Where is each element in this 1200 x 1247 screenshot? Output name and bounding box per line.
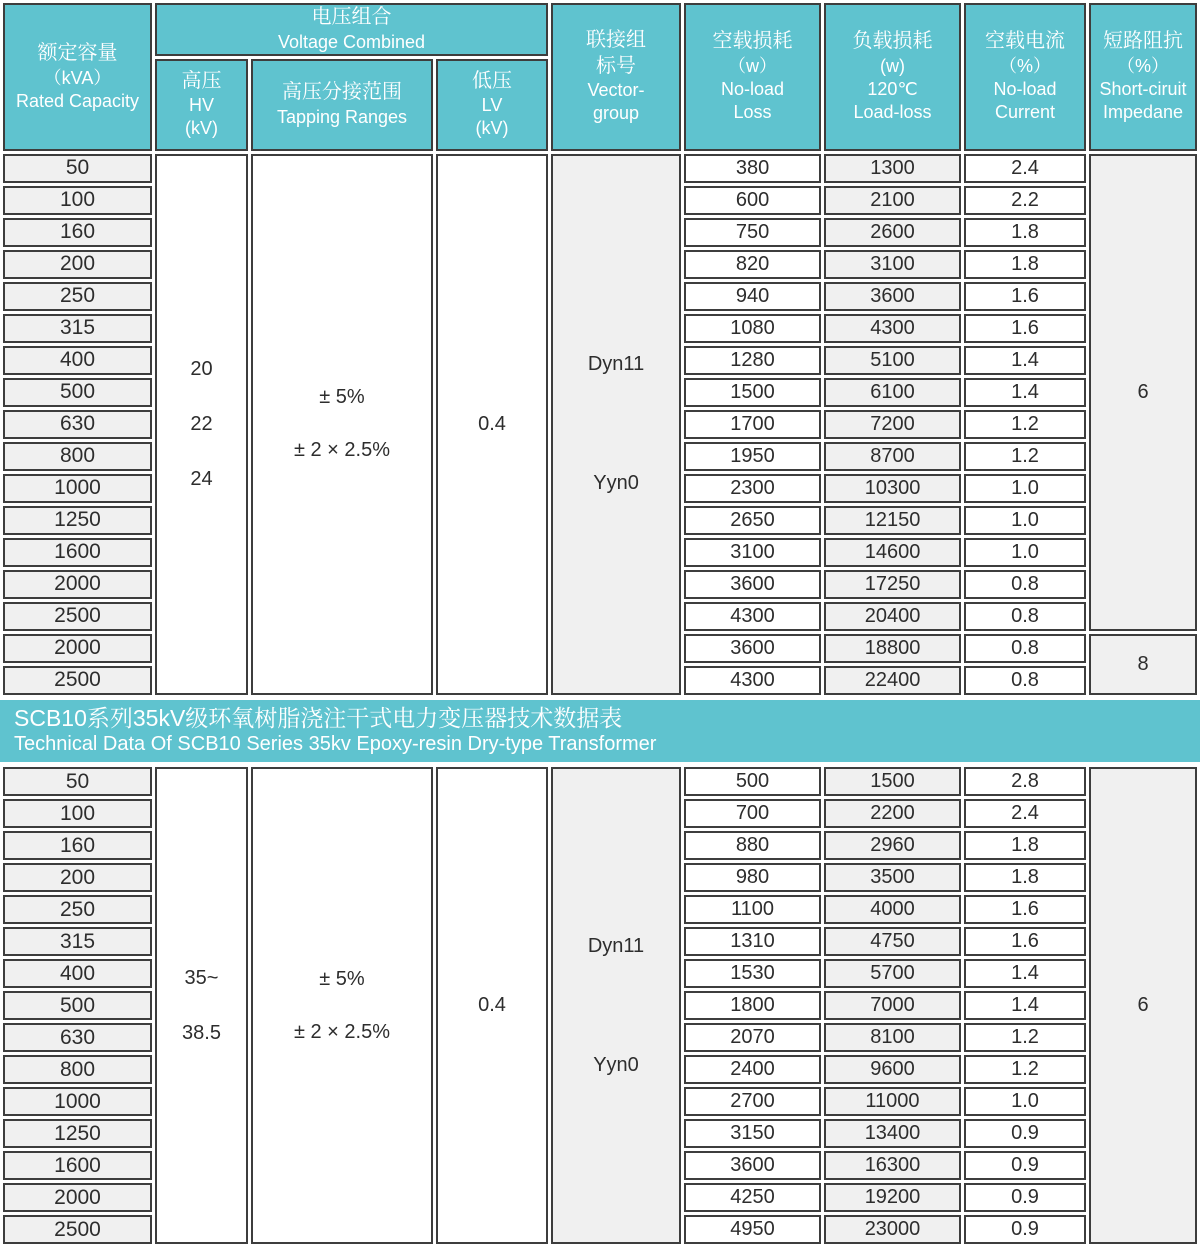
no-load-current-cell: 1.2 <box>964 410 1086 439</box>
load-loss-cell: 17250 <box>824 570 961 599</box>
table-scb10-20kv-body <box>3 154 1197 695</box>
no-load-current-cell: 1.6 <box>964 314 1086 343</box>
impedance-cell: 6 <box>1089 767 1197 1244</box>
col-header-load-loss: 负载损耗 (w) 120℃ Load-loss <box>824 3 961 151</box>
load-loss-cell: 3100 <box>824 250 961 279</box>
load-loss-cell: 6100 <box>824 378 961 407</box>
capacity-cell: 2000 <box>3 634 152 663</box>
impedance-cell: 8 <box>1089 634 1197 695</box>
rated-capacity-unit: （kVA） <box>43 67 112 88</box>
tapping-range-cell-stack <box>253 386 431 462</box>
capacity-cell: 2000 <box>3 1183 152 1212</box>
capacity-cell: 1250 <box>3 1119 152 1148</box>
no-load-loss-cell: 1100 <box>684 895 821 924</box>
no-load-current-cell: 1.6 <box>964 927 1086 956</box>
no-load-loss-cell: 3100 <box>684 538 821 567</box>
no-load-current-cell: 0.9 <box>964 1151 1086 1180</box>
no-load-loss-cell: 4300 <box>684 602 821 631</box>
load-loss-cell: 8100 <box>824 1023 961 1052</box>
col-header-lv: 低压 LV (kV) <box>436 59 548 151</box>
voltage-combined-zh: 电压组合 <box>311 6 392 28</box>
load-loss-cell: 11000 <box>824 1087 961 1116</box>
load-loss-cell: 23000 <box>824 1215 961 1244</box>
load-loss-cell: 4000 <box>824 895 961 924</box>
no-load-current-cell: 1.2 <box>964 1023 1086 1052</box>
no-load-current-cell: 1.0 <box>964 474 1086 503</box>
no-load-loss-cell: 3150 <box>684 1119 821 1148</box>
capacity-cell: 1000 <box>3 1087 152 1116</box>
hv-cell-value: 22 <box>190 412 213 435</box>
hv-cell-stack <box>157 967 246 1045</box>
capacity-cell: 315 <box>3 314 152 343</box>
lv-cell: 0.4 <box>436 154 548 695</box>
table-header <box>3 3 1197 151</box>
no-load-current-cell: 2.4 <box>964 154 1086 183</box>
col-header-short-circuit-impedance: 短路阻抗 （%） Short-ciruit Impedane <box>1089 3 1197 151</box>
load-loss-cell: 20400 <box>824 602 961 631</box>
col-header-tapping-range: 高压分接范围 Tapping Ranges <box>251 59 433 151</box>
no-load-loss-cell: 940 <box>684 282 821 311</box>
load-loss-cell: 7200 <box>824 410 961 439</box>
capacity-cell: 400 <box>3 346 152 375</box>
tapping-range-cell <box>251 154 433 695</box>
no-load-loss-cell: 1700 <box>684 410 821 439</box>
tapping-range-cell <box>251 767 433 1244</box>
no-load-loss-cell: 1950 <box>684 442 821 471</box>
capacity-cell: 200 <box>3 863 152 892</box>
hv-cell-value: 38.5 <box>182 1021 221 1044</box>
no-load-current-cell: 1.8 <box>964 218 1086 247</box>
no-load-loss-cell: 2300 <box>684 474 821 503</box>
col-header-vector-group: 联接组 标号 Vector- group <box>551 3 681 151</box>
load-loss-cell: 2960 <box>824 831 961 860</box>
no-load-loss-cell: 2650 <box>684 506 821 535</box>
load-loss-cell: 1500 <box>824 767 961 796</box>
no-load-current-cell: 1.4 <box>964 346 1086 375</box>
capacity-cell: 100 <box>3 799 152 828</box>
tapping-range-cell-stack <box>253 968 431 1044</box>
no-load-current-cell: 0.8 <box>964 666 1086 695</box>
no-load-loss-cell: 1280 <box>684 346 821 375</box>
no-load-loss-cell: 3600 <box>684 634 821 663</box>
rated-capacity-en: Rated Capacity <box>15 90 140 111</box>
vector-group-cell-value: Dyn11 <box>587 353 645 376</box>
no-load-loss-cell: 1080 <box>684 314 821 343</box>
capacity-cell: 315 <box>3 927 152 956</box>
no-load-loss-cell: 4300 <box>684 666 821 695</box>
capacity-cell: 1250 <box>3 506 152 535</box>
no-load-current-cell: 1.4 <box>964 378 1086 407</box>
no-load-loss-cell: 2070 <box>684 1023 821 1052</box>
load-loss-cell: 19200 <box>824 1183 961 1212</box>
load-loss-cell: 4750 <box>824 927 961 956</box>
capacity-cell: 50 <box>3 767 152 796</box>
tapping-range-cell-value: ± 2 × 2.5% <box>293 1020 391 1043</box>
no-load-loss-cell: 3600 <box>684 1151 821 1180</box>
no-load-current-cell: 1.0 <box>964 1087 1086 1116</box>
tapping-range-cell-value: ± 5% <box>319 386 365 409</box>
tapping-range-cell-value: ± 2 × 2.5% <box>293 439 391 462</box>
capacity-cell: 500 <box>3 378 152 407</box>
no-load-loss-cell: 700 <box>684 799 821 828</box>
no-load-loss-cell: 820 <box>684 250 821 279</box>
vector-group-cell-stack <box>553 935 679 1077</box>
load-loss-cell: 14600 <box>824 538 961 567</box>
no-load-current-cell: 1.8 <box>964 831 1086 860</box>
load-loss-cell: 5700 <box>824 959 961 988</box>
vector-group-cell-stack <box>553 353 679 495</box>
lv-cell: 0.4 <box>436 767 548 1244</box>
capacity-cell: 800 <box>3 1055 152 1084</box>
no-load-loss-cell: 2400 <box>684 1055 821 1084</box>
load-loss-cell: 22400 <box>824 666 961 695</box>
capacity-cell: 1600 <box>3 538 152 567</box>
hv-cell <box>155 154 248 695</box>
tapping-range-cell-value: ± 5% <box>319 967 365 990</box>
no-load-current-cell: 1.2 <box>964 442 1086 471</box>
no-load-current-cell: 1.8 <box>964 250 1086 279</box>
load-loss-cell: 2600 <box>824 218 961 247</box>
no-load-loss-cell: 1310 <box>684 927 821 956</box>
col-header-hv: 高压 HV (kV) <box>155 59 248 151</box>
rated-capacity-zh: 额定容量 <box>37 41 118 64</box>
capacity-cell: 630 <box>3 410 152 439</box>
vector-group-cell <box>551 154 681 695</box>
no-load-current-cell: 0.9 <box>964 1215 1086 1244</box>
capacity-cell: 250 <box>3 282 152 311</box>
no-load-current-cell: 1.0 <box>964 538 1086 567</box>
load-loss-cell: 2200 <box>824 799 961 828</box>
table-scb10-35kv-body <box>3 767 1197 1244</box>
col-header-no-load-loss: 空载损耗 （w） No-load Loss <box>684 3 821 151</box>
capacity-cell: 50 <box>3 154 152 183</box>
load-loss-cell: 8700 <box>824 442 961 471</box>
vector-group-cell <box>551 767 681 1244</box>
col-header-rated-capacity <box>3 3 152 151</box>
load-loss-cell: 9600 <box>824 1055 961 1084</box>
vector-group-cell-value: Dyn11 <box>587 934 645 957</box>
voltage-combined-en: Voltage Combined <box>277 31 426 52</box>
no-load-loss-cell: 1530 <box>684 959 821 988</box>
no-load-current-cell: 2.4 <box>964 799 1086 828</box>
no-load-current-cell: 1.0 <box>964 506 1086 535</box>
col-header-no-load-current: 空载电流 （%） No-load Current <box>964 3 1086 151</box>
capacity-cell: 160 <box>3 218 152 247</box>
no-load-current-cell: 2.2 <box>964 186 1086 215</box>
load-loss-cell: 2100 <box>824 186 961 215</box>
no-load-current-cell: 2.8 <box>964 767 1086 796</box>
no-load-current-cell: 0.8 <box>964 570 1086 599</box>
no-load-loss-cell: 1500 <box>684 378 821 407</box>
no-load-loss-cell: 500 <box>684 767 821 796</box>
no-load-loss-cell: 600 <box>684 186 821 215</box>
hv-cell <box>155 767 248 1244</box>
capacity-cell: 160 <box>3 831 152 860</box>
load-loss-cell: 10300 <box>824 474 961 503</box>
no-load-loss-cell: 4950 <box>684 1215 821 1244</box>
hv-cell-value: 35~ <box>184 966 219 989</box>
capacity-cell: 500 <box>3 991 152 1020</box>
capacity-cell: 2500 <box>3 1215 152 1244</box>
no-load-loss-cell: 880 <box>684 831 821 860</box>
load-loss-cell: 5100 <box>824 346 961 375</box>
table-row <box>3 154 1197 183</box>
table-row <box>3 767 1197 796</box>
load-loss-cell: 18800 <box>824 634 961 663</box>
capacity-cell: 2500 <box>3 666 152 695</box>
banner-title-zh: SCB10系列35kV级环氧树脂浇注干式电力变压器技术数据表 <box>14 704 623 731</box>
no-load-current-cell: 1.2 <box>964 1055 1086 1084</box>
load-loss-cell: 3500 <box>824 863 961 892</box>
capacity-cell: 1600 <box>3 1151 152 1180</box>
no-load-current-cell: 0.9 <box>964 1183 1086 1212</box>
load-loss-cell: 1300 <box>824 154 961 183</box>
no-load-loss-cell: 1800 <box>684 991 821 1020</box>
load-loss-cell: 7000 <box>824 991 961 1020</box>
no-load-loss-cell: 980 <box>684 863 821 892</box>
load-loss-cell: 3600 <box>824 282 961 311</box>
impedance-cell: 6 <box>1089 154 1197 631</box>
load-loss-cell: 16300 <box>824 1151 961 1180</box>
hv-cell-stack <box>157 358 246 491</box>
capacity-cell: 100 <box>3 186 152 215</box>
no-load-current-cell: 0.8 <box>964 602 1086 631</box>
capacity-cell: 800 <box>3 442 152 471</box>
capacity-cell: 1000 <box>3 474 152 503</box>
hv-cell-value: 20 <box>190 357 213 380</box>
no-load-loss-cell: 3600 <box>684 570 821 599</box>
no-load-current-cell: 1.6 <box>964 282 1086 311</box>
col-header-voltage-combined <box>155 3 548 56</box>
vector-group-cell-value: Yyn0 <box>593 472 639 495</box>
no-load-current-cell: 0.9 <box>964 1119 1086 1148</box>
no-load-current-cell: 1.8 <box>964 863 1086 892</box>
capacity-cell: 400 <box>3 959 152 988</box>
no-load-loss-cell: 380 <box>684 154 821 183</box>
hv-cell-value: 24 <box>190 467 213 490</box>
no-load-current-cell: 0.8 <box>964 634 1086 663</box>
header-row-top <box>3 3 1197 56</box>
table-scb10-35kv <box>0 764 1200 1247</box>
no-load-current-cell: 1.6 <box>964 895 1086 924</box>
no-load-loss-cell: 750 <box>684 218 821 247</box>
capacity-cell: 630 <box>3 1023 152 1052</box>
section-banner <box>0 700 1200 762</box>
vector-group-cell-value: Yyn0 <box>593 1053 639 1076</box>
capacity-cell: 2500 <box>3 602 152 631</box>
capacity-cell: 200 <box>3 250 152 279</box>
no-load-current-cell: 1.4 <box>964 991 1086 1020</box>
banner-title-en: Technical Data Of SCB10 Series 35kv Epoxy-resin Dry-type Transformer <box>14 732 657 755</box>
no-load-loss-cell: 4250 <box>684 1183 821 1212</box>
no-load-current-cell: 1.4 <box>964 959 1086 988</box>
no-load-loss-cell: 2700 <box>684 1087 821 1116</box>
capacity-cell: 250 <box>3 895 152 924</box>
capacity-cell: 2000 <box>3 570 152 599</box>
load-loss-cell: 12150 <box>824 506 961 535</box>
load-loss-cell: 4300 <box>824 314 961 343</box>
load-loss-cell: 13400 <box>824 1119 961 1148</box>
